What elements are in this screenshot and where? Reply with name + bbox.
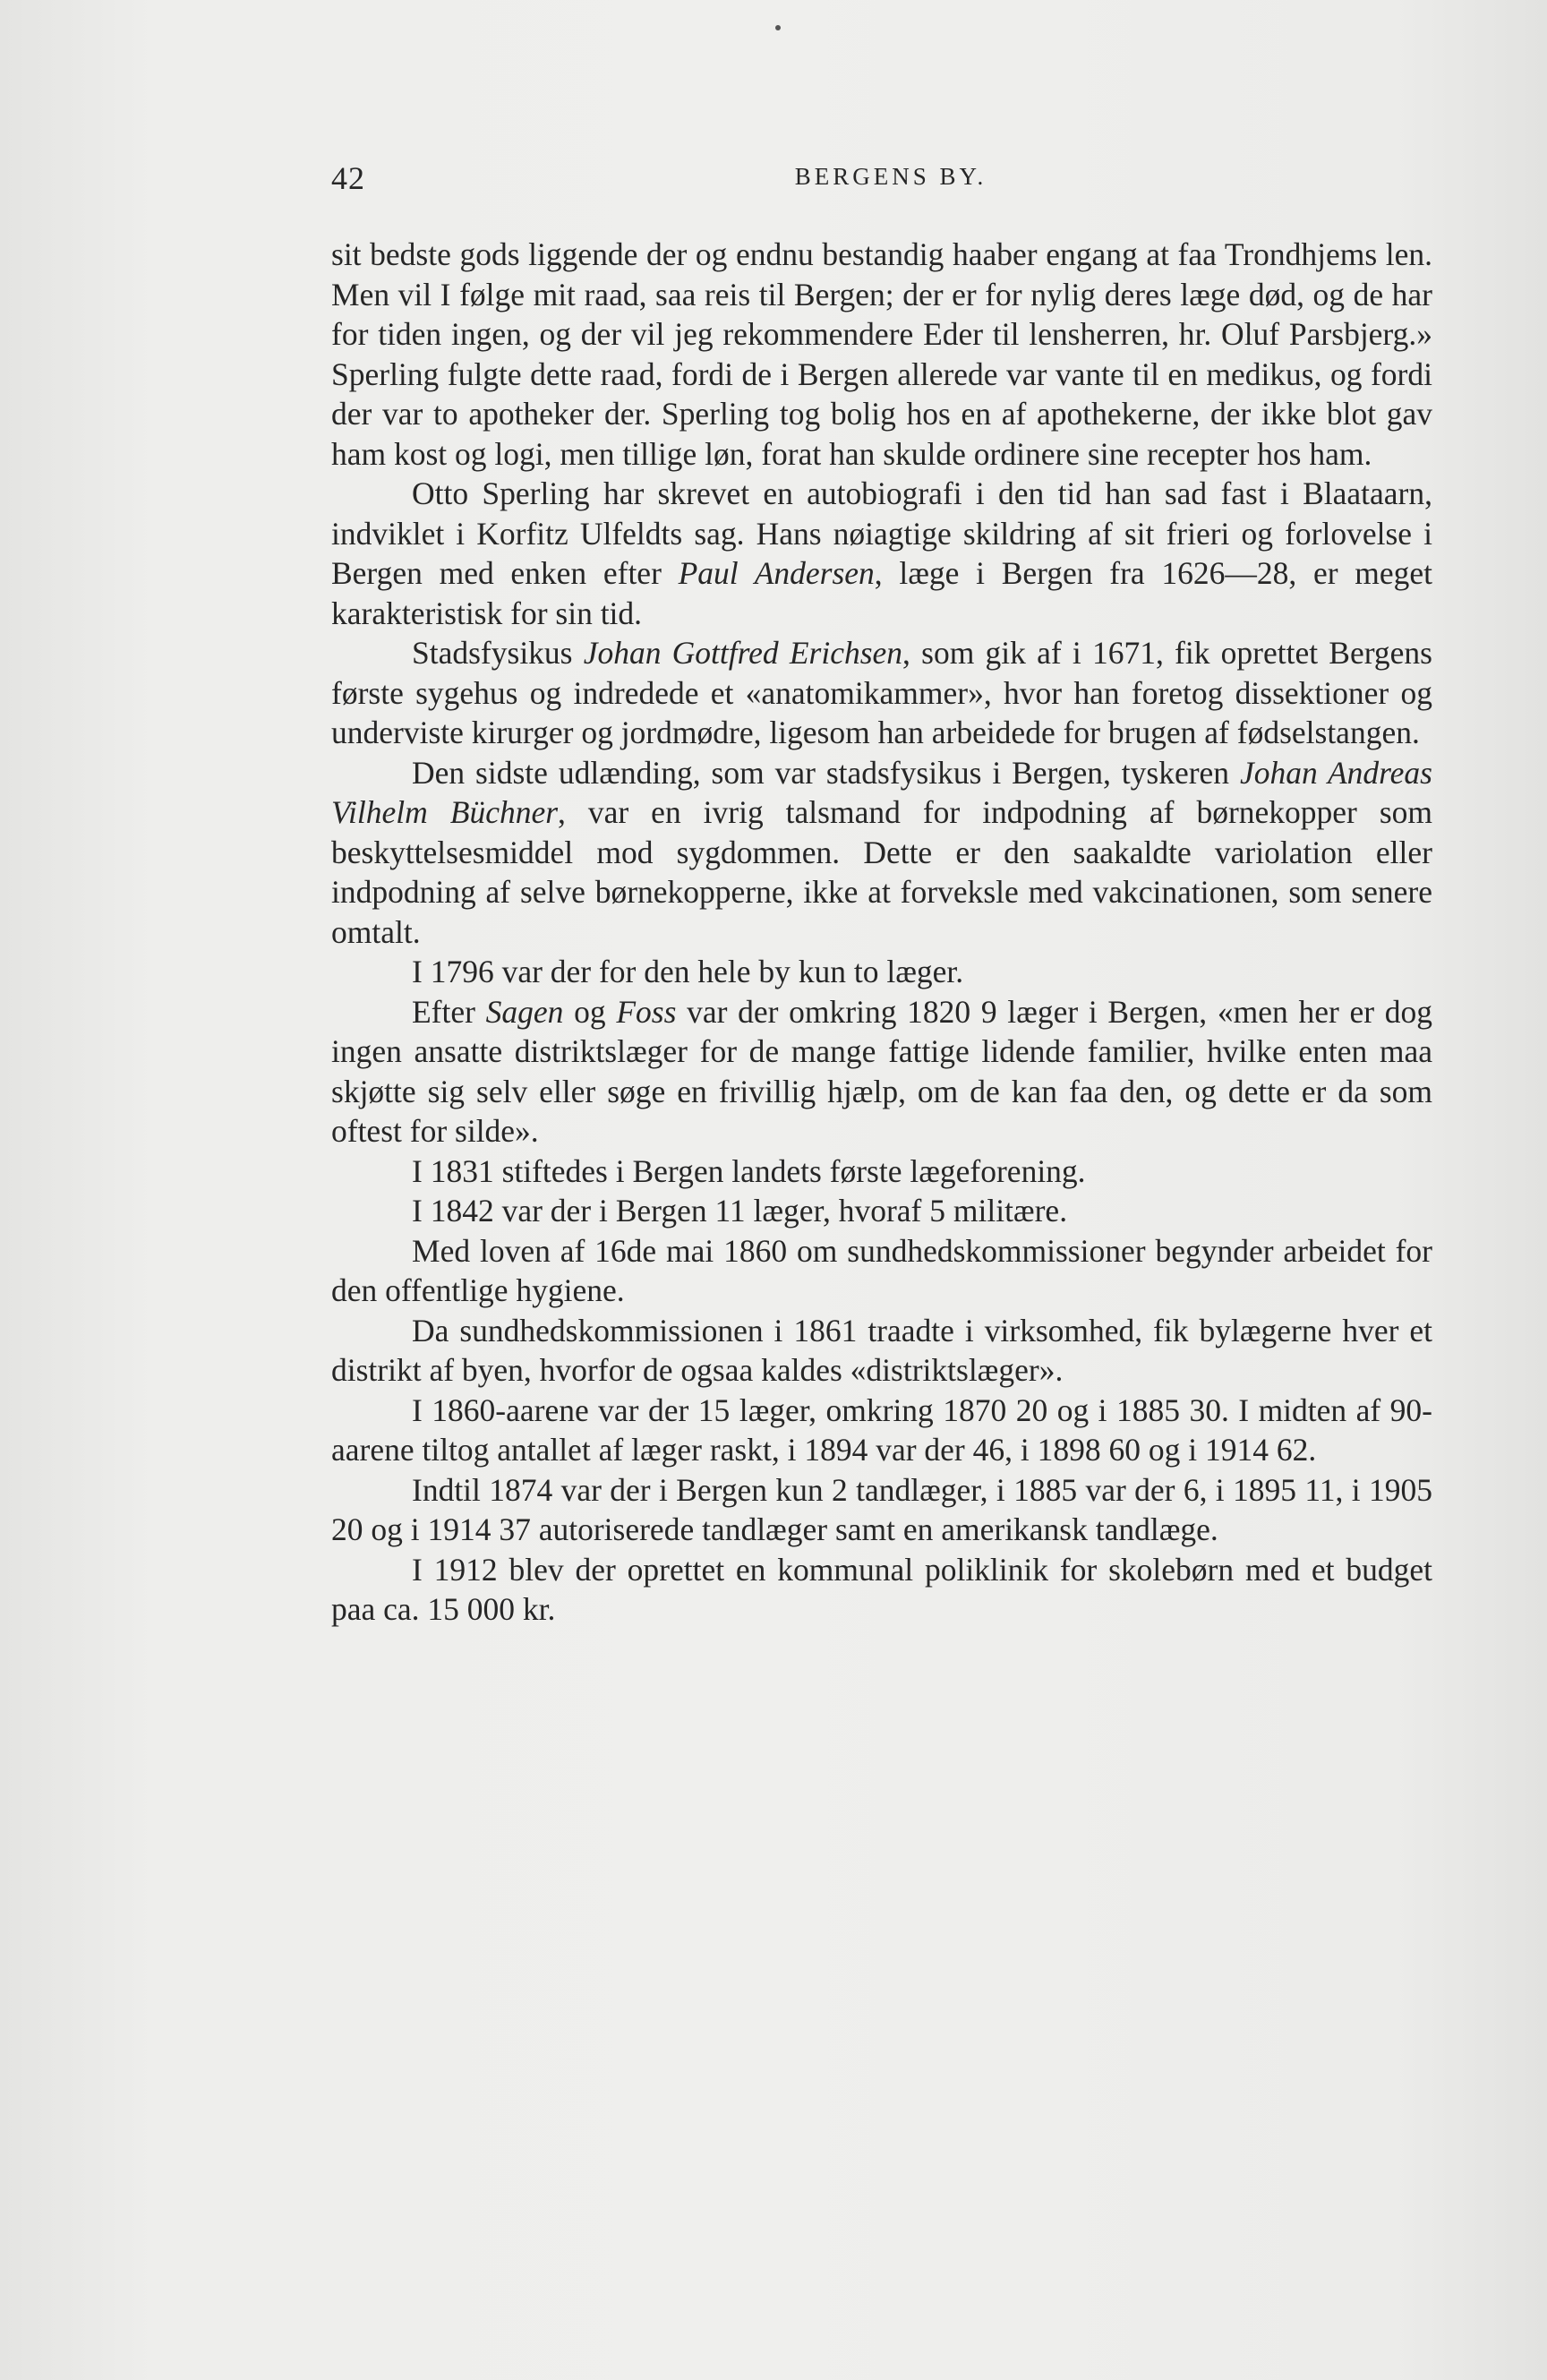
body-text: [331, 235, 1432, 1630]
text-run: I 1831 stiftedes i Bergen landets første lægeforening.: [412, 1152, 1086, 1189]
paragraph: [331, 633, 1432, 753]
paragraph: [331, 1311, 1432, 1391]
text-run: Stadsfysikus: [412, 635, 584, 671]
paragraph: [331, 1231, 1432, 1311]
paragraph: [331, 753, 1432, 953]
italic-name: Paul Andersen: [678, 555, 875, 591]
text-run: Da sundhedskommissionen i 1861 traadte i virksomhed, fik bylægerne hver et distrikt af byen, hvorfor de ogsaa kaldes «distriktslæger».: [331, 1312, 1432, 1388]
text-run: Indtil 1874 var der i Bergen kun 2 tandlæger, i 1885 var der 6, i 1895 11, i 1905 20 og i 1914 37 autoriserede tandlæger samt en amerikansk tandlæge.: [331, 1471, 1432, 1547]
text-run: I 1796 var der for den hele by kun to læger.: [412, 954, 964, 989]
text-run: , var en ivrig talsmand for indpodning af børnekopper som beskyttelsesmiddel mod sygdommen. Dette er den saakaldte variolation eller indpodning af selve børnekopperne, ikke at forveksle med vakcinationen, som senere omtalt.: [331, 794, 1433, 950]
text-run: var der omkring 1820 9 læger i Bergen, «men her er dog ingen ansatte distriktslæger for de mange fattige lidende familier, hvilke enten maa skjøtte sig selv eller søge en frivillig hjælp, om de kan faa den, og dette er da som oftest for silde».: [331, 993, 1433, 1149]
text-run: , som gik af i 1671, fik oprettet Bergens første sygehus og indredede et «anatomikammer», hvor han foretog dissektioner og underviste kirurger og jordmødre, ligesom han arbeidede for brugen af fødselstangen.: [331, 635, 1432, 750]
text-run: Efter: [412, 993, 486, 1030]
print-speck: [775, 25, 781, 30]
paragraph: [331, 1470, 1432, 1550]
running-head: BERGENS BY.: [794, 163, 987, 190]
page-number: 42: [331, 160, 365, 196]
text-run: Otto Sperling har skrevet en autobiografi i den tid han sad fast i Blaataarn, indviklet i Korfitz Ulfeldts sag. Hans nøiagtige skildring af sit frieri og forlovelse i Bergen med enken efter: [331, 475, 1432, 591]
text-run: I 1860-aarene var der 15 læger, omkring 1870 20 og i 1885 30. I midten af 90-aarene tiltog antallet af læger raskt, i 1894 var der 46, i 1898 60 og i 1914 62.: [331, 1391, 1432, 1468]
paragraph: [331, 1191, 1432, 1231]
text-run: sit bedste gods liggende der og endnu bestandig haaber engang at faa Trondhjems len. Men vil I følge mit raad, saa reis til Bergen; der er for nylig deres læge død, og de har for tiden ingen, og der vil jeg rekommendere Eder til lensherren, hr. Oluf Parsbjerg.» Sperling fulgte dette raad, fordi de i Bergen allerede var vante til en medikus, og fordi der var to apotheker der. Sperling tog bolig hos en af apothekerne, der ikke blot gav ham kost og logi, men tillige løn, forat han skulde ordinere sine recepter hos ham.: [331, 236, 1432, 472]
text-run: Med loven af 16de mai 1860 om sundhedskommissioner begynder arbeidet for den offentlige hygiene.: [331, 1232, 1432, 1308]
paragraph: [331, 1391, 1432, 1470]
text-run: Den sidste udlænding, som var stadsfysikus i Bergen, tyskeren: [412, 754, 1240, 791]
paragraph: [331, 474, 1432, 633]
paragraph: [331, 1151, 1432, 1192]
italic-name: Johan Gottfred Erichsen: [583, 635, 903, 671]
paragraph: [331, 952, 1432, 992]
paragraph: [331, 1550, 1432, 1630]
italic-name: Sagen: [485, 993, 564, 1030]
paragraph: [331, 992, 1432, 1151]
paragraph: [331, 235, 1432, 474]
text-run: I 1842 var der i Bergen 11 læger, hvoraf 5 militære.: [412, 1193, 1068, 1229]
italic-name: Foss: [616, 993, 677, 1030]
italic-name: Johan Andreas Vilhelm Büchner: [331, 754, 1433, 830]
text-run: I 1912 blev der oprettet en kommunal poliklinik for skolebørn med et budget paa ca. 15 000 kr.: [331, 1551, 1432, 1627]
text-run: , læge i Bergen fra 1626—28, er meget karakteristisk for sin tid.: [331, 555, 1432, 631]
page-header: [331, 159, 1432, 204]
text-run: og: [563, 993, 617, 1030]
